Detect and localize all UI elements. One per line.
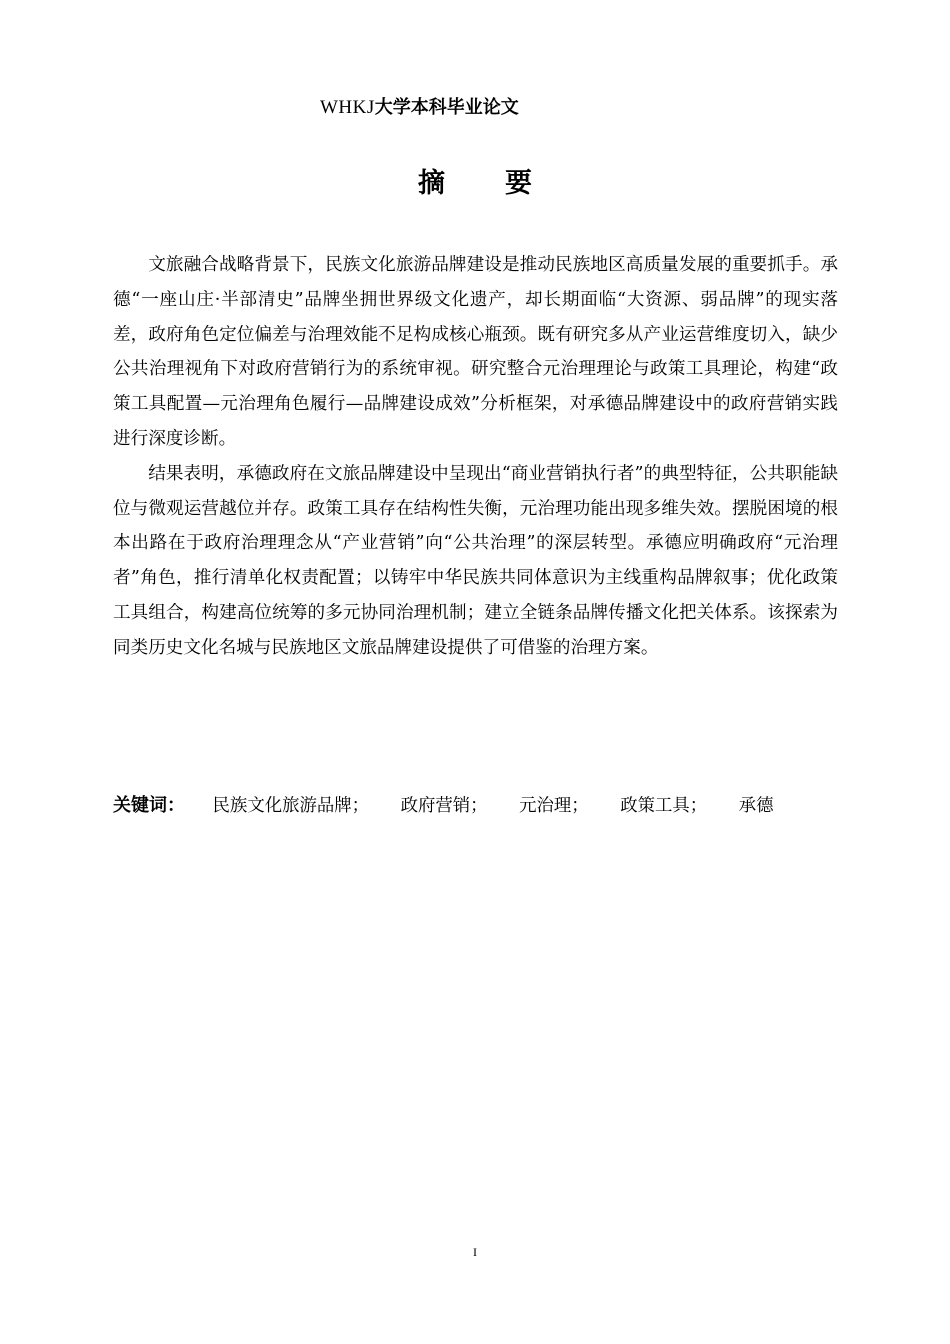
header-university: 大学本科毕业论文 <box>374 97 519 118</box>
keyword-item: 政策工具； <box>620 796 708 816</box>
keywords-label: 关键词： <box>113 795 185 816</box>
page-title <box>0 164 950 204</box>
header-code: WHKJ <box>320 97 375 118</box>
abstract-paragraph-1: 文旅融合战略背景下，民族文化旅游品牌建设是推动民族地区高质量发展的重要抓手。承德“一座山庄·半部清史”品牌坐拥世界级文化遗产，却长期面临“大资源、弱品牌”的现实落差，政府角色定位偏差与治理效能不足构成核心瓶颈。既有研究多从产业运营维度切入，缺少公共治理视角下对政府营销行为的系统审视。研究整合元治理理论与政策工具理论，构建“政策工具配置—元治理角色履行—品牌建设成效”分析框架，对承德品牌建设中的政府营销实践进行深度诊断。 <box>113 255 838 449</box>
keyword-item: 元治理； <box>519 796 589 816</box>
keyword-item: 承德 <box>738 796 774 816</box>
page-number: I <box>473 1245 477 1259</box>
keyword-item: 政府营销； <box>400 796 488 816</box>
title-char-1: 摘 <box>418 168 445 199</box>
abstract-paragraph-2: 结果表明，承德政府在文旅品牌建设中呈现出“商业营销执行者”的典型特征，公共职能缺位与微观运营越位并存。政策工具存在结构性失衡，元治理功能出现多维失效。摆脱困境的根本出路在于政府治理理念从“产业营销”向“公共治理”的深层转型。承德应明确政府“元治理者”角色，推行清单化权责配置；以铸牢中华民族共同体意识为主线重构品牌叙事；优化政策工具组合，构建高位统筹的多元协同治理机制；建立全链条品牌传播文化把关体系。该探索为同类历史文化名城与民族地区文旅品牌建设提供了可借鉴的治理方案。 <box>113 463 838 658</box>
abstract-body <box>113 248 838 666</box>
keyword-item: 民族文化旅游品牌； <box>212 796 370 816</box>
keywords-line <box>113 789 838 823</box>
title-char-2: 要 <box>505 168 532 199</box>
running-header <box>320 94 519 121</box>
